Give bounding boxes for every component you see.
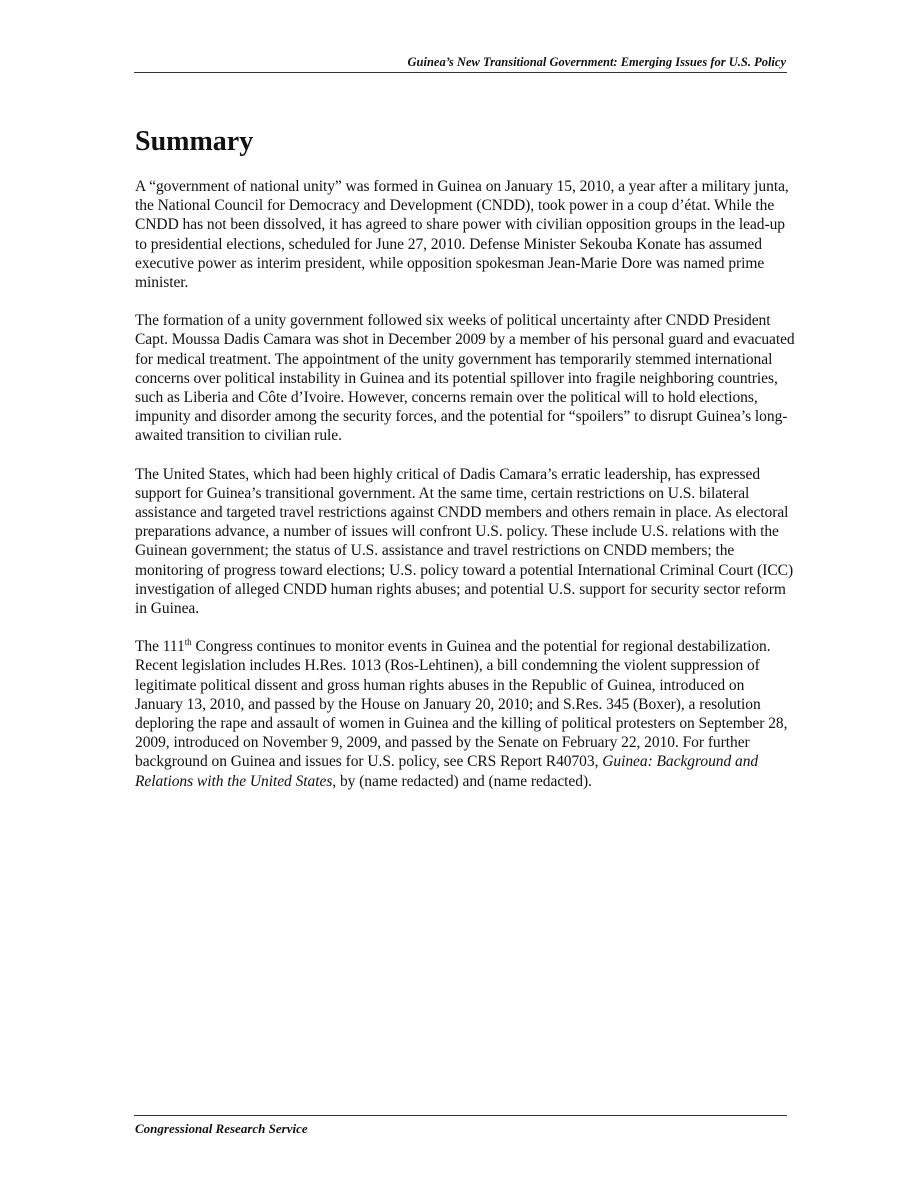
footer-publisher: Congressional Research Service — [135, 1121, 308, 1136]
report-authors: , by (name redacted) and (name redacted). — [332, 772, 592, 790]
footer-divider — [134, 1115, 787, 1116]
paragraph-background: The formation of a unity government followed six weeks of political uncertainty after CNDD President Capt. Moussa Dadis Camara was shot in December 2009 by a member of his personal guard and evacuated for medical treatment. The appointment of the unity government has temporarily stemmed international concerns over political instability in Guinea and its potential spillover into fragile neighboring countries, such as Liberia and Côte d’Ivoire. However, concerns remain over the political will to hold elections, impunity and disorder among the security forces, and the potential for “spoilers” to disrupt Guinea’s long-awaited transition to civilian rule. — [135, 312, 795, 445]
ordinal-suffix: th — [184, 637, 192, 648]
congress-number: The 111 — [135, 638, 185, 656]
section-heading: Summary — [135, 126, 254, 157]
header-divider — [134, 72, 787, 73]
congress-text: Congress continues to monitor events in Guinea and the potential for regional destabilization. Recent legislation includes H.Res. 1013 (Ros-Lehtinen), a bill condemning the violent suppression of legitimate political dissent and gross human rights abuses in the Republic of Guinea, introduced on January 13, 2010, and passed by the House on January 20, 2010; and S.Res. 345 (Boxer), a resolution deploring the rape and assault of women in Guinea and the killing of political protesters on September 28, 2009, introduced on November 9, 2009, and passed by the Senate on February 22, 2010. For further background on Guinea and issues for U.S. policy, see CRS Report R40703, — [135, 638, 788, 771]
paragraph-us-position: The United States, which had been highly critical of Dadis Camara’s erratic leadership, has expressed support for Guinea’s transitional government. At the same time, certain restrictions on U.S. bilateral assistance and targeted travel restrictions against CNDD members and others remain in place. As electoral preparations advance, a number of issues will confront U.S. policy. These include U.S. relations with the Guinean government; the status of U.S. assistance and travel restrictions on CNDD members; the monitoring of progress toward elections; U.S. policy toward a potential International Criminal Court (ICC) investigation of alleged CNDD human rights abuses; and potential U.S. support for security sector reform in Guinea. — [135, 465, 794, 618]
report-title: Guinea: Background and Relations with the United States — [135, 753, 759, 790]
paragraph-congress — [135, 637, 795, 791]
paragraph-formation: A “government of national unity” was formed in Guinea on January 15, 2010, a year after a military junta, the National Council for Democracy and Development (CNDD), took power in a coup d’état. While the CNDD has not been dissolved, it has agreed to share power with civilian opposition groups in the lead-up to presidential elections, scheduled for June 27, 2010. Defense Minister Sekouba Konate has assumed executive power as interim president, while opposition spokesman Jean-Marie Dore was named prime minister. — [135, 178, 789, 292]
running-header: Guinea’s New Transitional Government: Emerging Issues for U.S. Policy — [407, 55, 786, 69]
summary-body — [135, 177, 795, 810]
